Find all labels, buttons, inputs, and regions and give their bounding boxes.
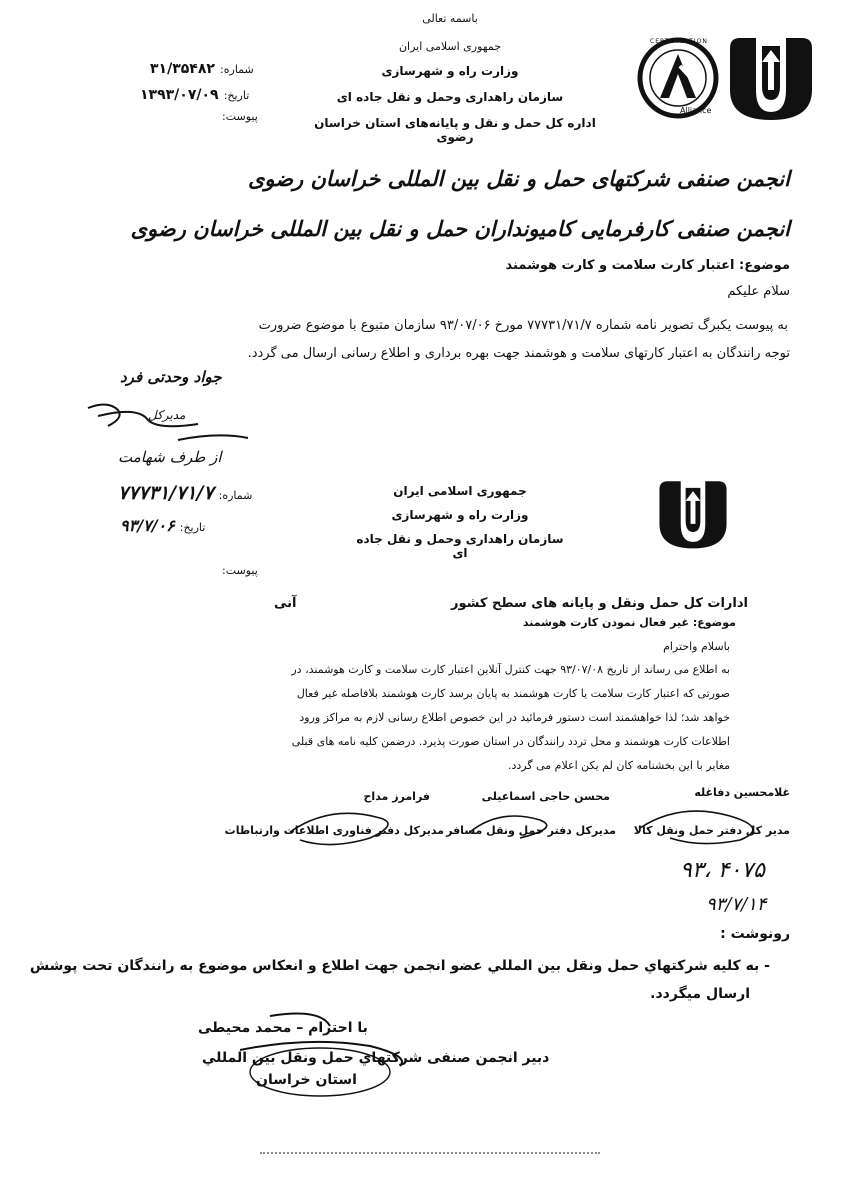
letter2-body-line: مغایر با این بخشنامه کان لم یکن اعلام می گردد. xyxy=(508,759,730,772)
signer-3-title: مدیرکل دفتر فناوری اطلاعات وارتباطات xyxy=(224,824,444,837)
letter2-urgency: آنی xyxy=(274,596,297,611)
letter2-body xyxy=(170,658,730,778)
letter-date-label: تاریخ: xyxy=(223,89,250,102)
alliance-text: Alliance xyxy=(680,106,712,115)
letter2-signers xyxy=(224,784,790,854)
letter1-body-line-1: به پیوست یکبرگ تصویر نامه شماره ۷۷۷۳۱/۷۱/۷ مورخ ۹۳/۰۷/۰۶ سازمان متبوع با موضوع ضرورت xyxy=(258,318,788,333)
letter1-greeting: سلام علیکم xyxy=(727,284,790,299)
letter-date-row xyxy=(140,84,249,103)
letter1-sign-note-1: مدیرکل xyxy=(148,408,186,422)
letter2-addressee: ادارات کل حمل ونقل و پایانه های سطح کشور xyxy=(451,596,748,611)
letter2-ministry: وزارت راه و شهرسازی xyxy=(391,508,529,522)
bismillah: باسمه تعالی xyxy=(422,12,478,25)
letter1-body-line-2: توجه رانندگان به اعتبار کارتهای سلامت و هوشمند جهت بهره برداری و اطلاع رسانی ارسال می گردد. xyxy=(247,346,790,361)
letter1-subject: موضوع: اعتبار کارت سلامت و کارت هوشمند xyxy=(505,258,790,273)
cc-title: رونوشت : xyxy=(720,926,790,942)
road-organization-logo xyxy=(726,34,816,122)
letter2-organization: سازمان راهداری وحمل و نقل جاده ای xyxy=(356,532,564,560)
letter1-sign-note-2: از طرف شهامت xyxy=(118,448,222,466)
recipient-line-1: انجمن صنفی شرکتهای حمل و نقل بین المللی خراسان رضوی xyxy=(247,166,790,191)
letter2-date-value: ۹۳/۷/۰۶ xyxy=(120,516,175,535)
letter-number-value: ۳۱/۳۵۴۸۲ xyxy=(150,61,215,77)
letter-attachment-label: پیوست: xyxy=(222,110,258,123)
letter-date-value: ۱۳۹۳/۰۷/۰۹ xyxy=(140,87,219,103)
letterhead-department: اداره کل حمل و نقل و پایانه‌های استان خراسان رضوی xyxy=(314,116,596,144)
fax-artifact-line xyxy=(260,1152,600,1154)
letter2-date-row xyxy=(120,516,205,535)
letter2-body-line: به اطلاع می رساند از تاریخ ۹۳/۰۷/۰۸ جهت کنترل آنلاین اعتبار کارت سلامت و کارت هوشمند، در xyxy=(291,663,730,676)
footer-signer-region: استان خراسان xyxy=(256,1072,357,1088)
letterhead-organization: سازمان راهداری وحمل و نقل جاده ای xyxy=(336,90,564,104)
certification-logo xyxy=(636,36,720,120)
letter2-subject: موضوع: غیر فعال نمودن کارت هوشمند xyxy=(522,616,736,629)
cc-line-1: - به کلیه شرکتهاي حمل ونقل بين المللي عضو انجمن جهت اطلاع و انعكاس موضوع به رانندگان تحت پوشش xyxy=(29,958,770,974)
letter2-body-line: صورتی که اعتبار کارت سلامت یا کارت هوشمند به پایان برسد کارت هوشمند بلافاصله غیر فعال xyxy=(296,687,730,700)
letterhead-country: جمهوری اسلامی ایران xyxy=(398,40,502,53)
cc-line-2: ارسال ميگردد. xyxy=(650,986,750,1002)
footer-signer-title: دبير انجمن صنفی شركتهاي حمل ونقل بين المللي xyxy=(202,1050,550,1066)
handwritten-ref-date: ۹۳/۷/۱۴ xyxy=(706,894,767,915)
signer-2-name: محسن حاجی اسماعیلی xyxy=(481,790,610,803)
letter2-attachment-label: پیوست: xyxy=(222,564,258,577)
footer-stamp-signature xyxy=(210,1006,430,1102)
letterhead-ministry: وزارت راه و شهرسازی xyxy=(381,64,519,78)
footer-regards: با احترام – محمد محیطی xyxy=(198,1020,368,1036)
letter-number-row xyxy=(150,58,254,77)
letter2-number-row xyxy=(118,482,252,504)
letter1-signatory: جواد وحدتی فرد xyxy=(120,368,222,386)
signer-1-title: مدیر کل دفتر حمل ونقل کالا xyxy=(633,824,790,837)
letter2-greeting: باسلام واحترام xyxy=(663,640,730,653)
letter2-date-label: تاریخ: xyxy=(179,521,206,534)
handwritten-ref-number: ۹۳، ۴۰۷۵ xyxy=(680,858,765,883)
recipient-line-2: انجمن صنفی کارفرمایی کامیونداران حمل و نقل بین المللی خراسان رضوی xyxy=(130,216,790,241)
signer-1-name: غلامحسین دفاغله xyxy=(694,786,790,799)
signer-3-name: فرامرز مداح xyxy=(363,790,430,803)
letter2-number-value: ۷۷۷۳۱/۷۱/۷ xyxy=(118,482,214,504)
letter2-road-logo xyxy=(656,478,730,550)
letter2-body-line: اطلاعات کارت هوشمند و محل تردد رانندگان در استان صورت پذیرد. درضمن کلیه نامه های قبلی xyxy=(291,735,730,748)
letter1-signature xyxy=(78,396,258,476)
letter2-body-line: خواهد شد؛ لذا خواهشمند است دستور فرمائید در این خصوص اطلاع رسانی لازم به مراکز ورود xyxy=(299,711,730,724)
letter2-country: جمهوری اسلامی ایران xyxy=(393,484,527,498)
signer-2-title: مدیرکل دفتر حمل ونقل مسافر xyxy=(446,824,616,837)
certification-text: CERTIFICATION xyxy=(650,38,708,45)
letter-number-label: شماره: xyxy=(220,63,254,76)
letter2-number-label: شماره: xyxy=(218,489,253,502)
